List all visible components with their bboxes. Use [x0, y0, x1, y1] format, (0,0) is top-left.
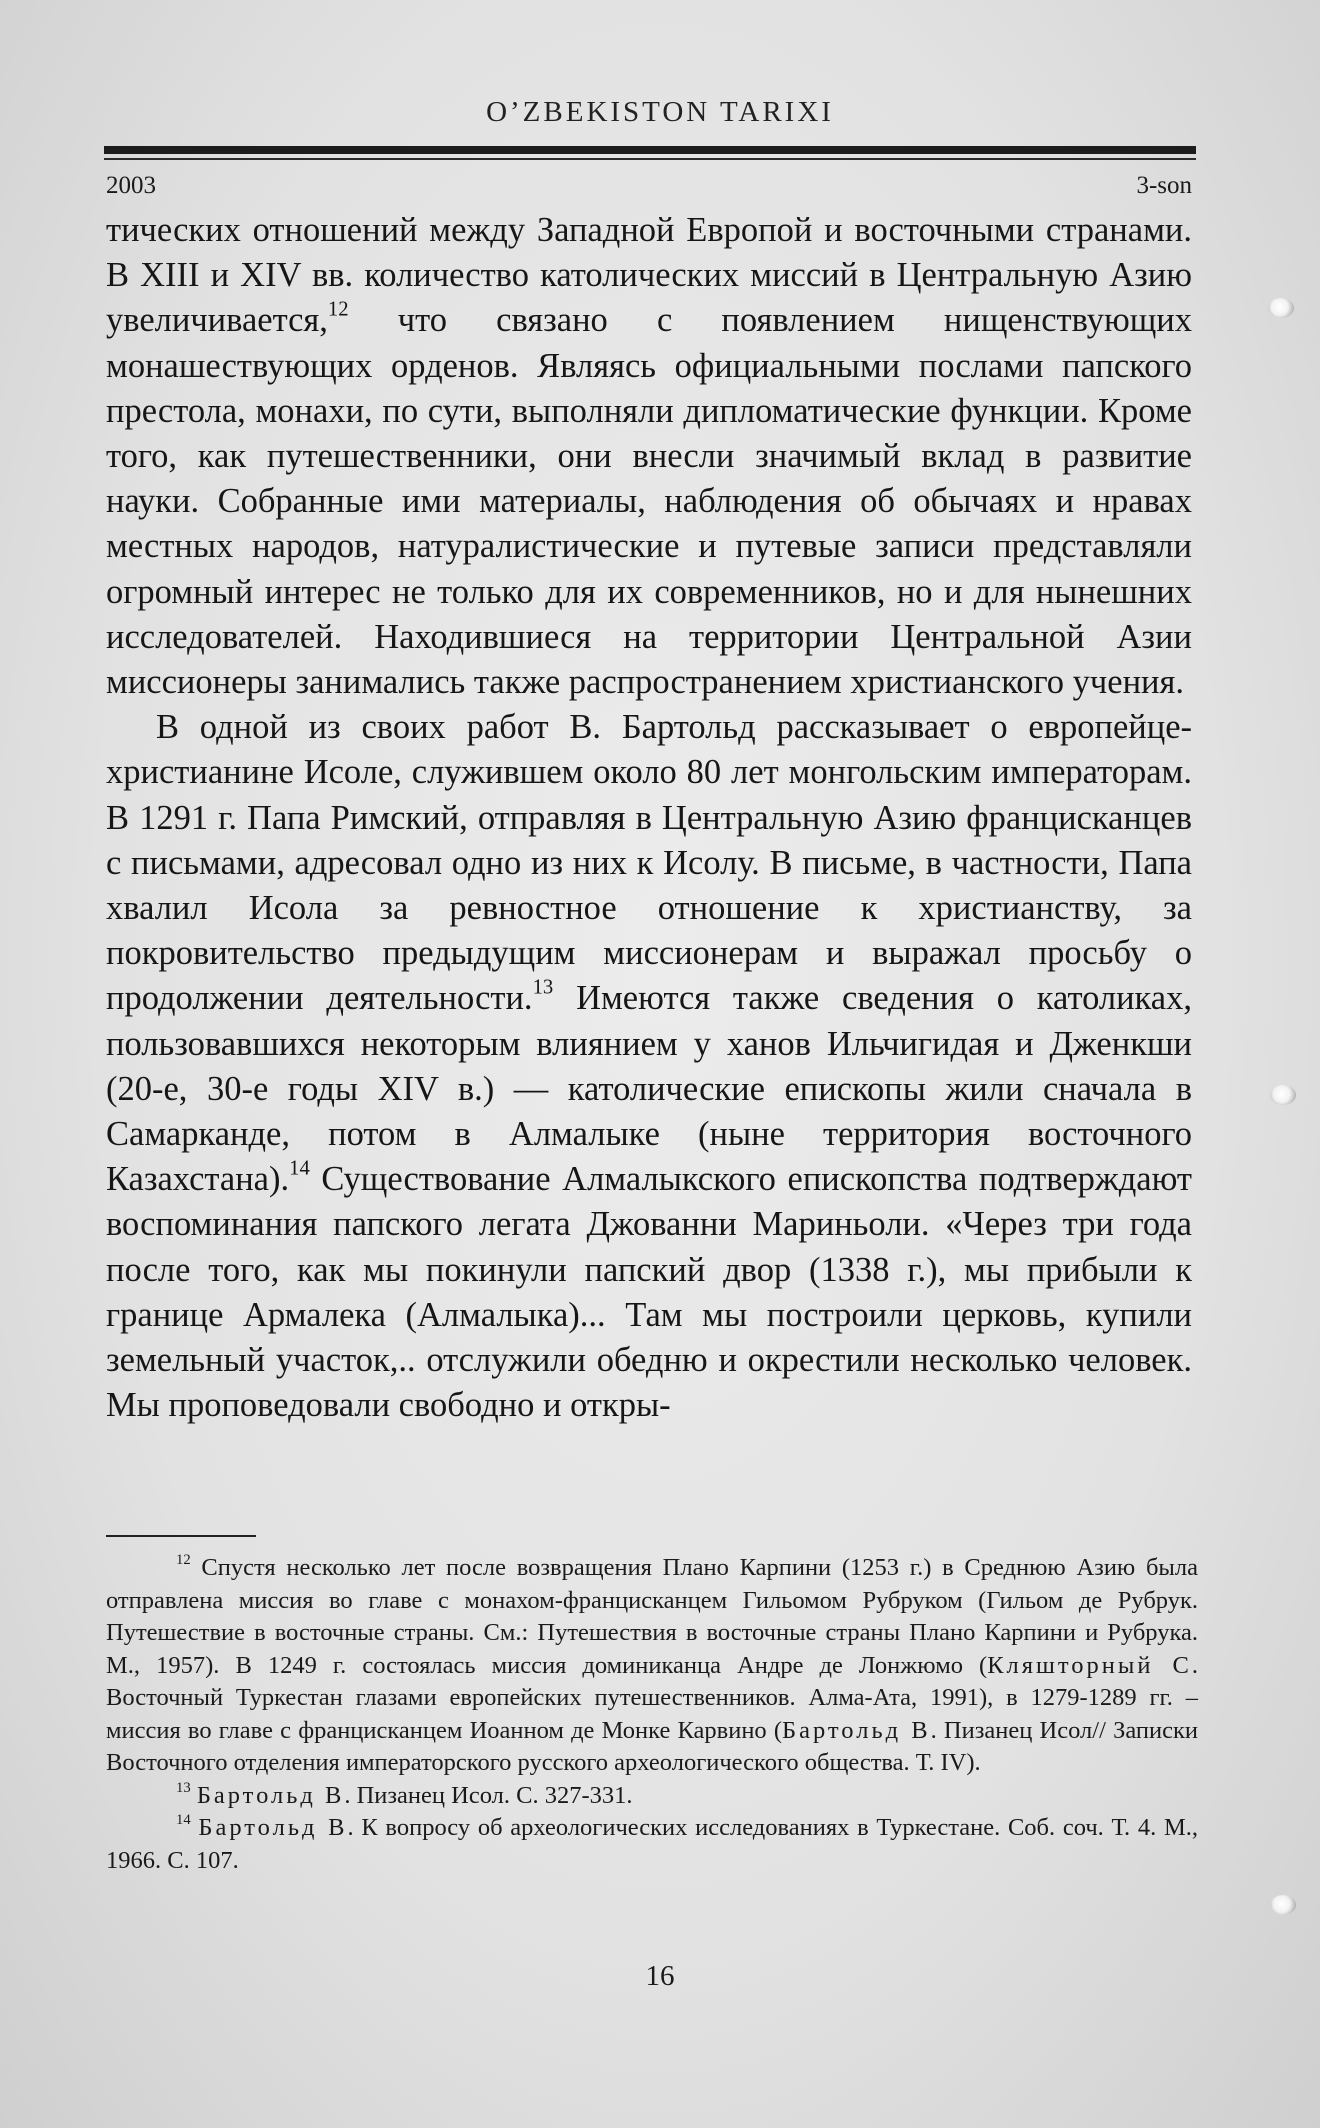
- footnote-13-author: Бартольд В: [196, 1781, 345, 1809]
- header-rule-thin: [104, 158, 1196, 160]
- punch-hole-top: [1268, 298, 1294, 318]
- footnote-12-author-2: Бартольд В: [782, 1716, 931, 1744]
- footnote-13-text: . Пизанец Исол. С. 327-331.: [344, 1781, 633, 1809]
- main-text: [106, 208, 1192, 1428]
- header-rule-thick: [104, 146, 1196, 154]
- footnote-14-number: 14: [176, 1811, 191, 1828]
- paragraph-2-part-a: В одной из своих работ В. Бартольд рассказывает о европейце-христианине Исоле, служившем около 80 лет монгольским императорам. В 1291 г. Папа Римский, отправляя в Центральную Азию францисканцев с письмами, адресовал одно из них к Исолу. В письме, в частности, Папа хвалил Исола за ревностное отношение к христианству, за покровительство предыдущим миссионерам и выражал просьбу о продолжении деятельности.: [106, 708, 1192, 1018]
- punch-hole-middle: [1270, 1085, 1296, 1105]
- paragraph-1-part-a: тических отношений между Западной Европой и восточными странами. В XIII и XIV вв. количество католических миссий в Центральную Азию увеличивается,: [106, 211, 1192, 340]
- page-number: 16: [645, 1960, 675, 1992]
- paragraph-1-part-b: что связано с появлением нищенствующих монашествующих орденов. Являясь официальными послами папского престола, монахи, по сути, выполняли дипломатические функции. Кроме того, как путешественники, они внесли значимый вклад в развитие науки. Собранные ими материалы, наблюдения об обычаях и нравах местных народов, натуралистические и путевые записи представляли огромный интерес не только для их современников, но и для нынешних исследователей. Находившиеся на территории Центральной Азии миссионеры занимались также распространением христианского учения.: [106, 301, 1192, 702]
- paragraph-1: [106, 208, 1192, 705]
- footnote-ref-13: 13: [532, 976, 554, 999]
- punch-hole-bottom: [1270, 1895, 1296, 1915]
- footnotes: [106, 1552, 1198, 1877]
- issue-number: 3-son: [1136, 172, 1192, 199]
- journal-title: O’ZBEKISTON TARIXI: [486, 96, 834, 128]
- footnote-12-text-a: Спустя несколько лет после возвращения Плано Карпини (1253 г.) в Среднюю Азию была отправлена миссия во главе с монахом-францисканцем Гильомом Рубруком (Гильом де Рубрук. Путешествие в восточные страны. См.: Путешествия в восточные страны Плано Карпини и Рубрука. М., 1957). В 1249 г. состоялась миссия доминиканца Андре де Лонжюмо (: [106, 1554, 1198, 1679]
- footnote-13-number: 13: [176, 1779, 191, 1796]
- footnote-ref-14: 14: [289, 1157, 310, 1180]
- footnote-separator: [106, 1535, 256, 1537]
- footnote-12: [106, 1552, 1198, 1780]
- issue-year: 2003: [106, 172, 156, 199]
- paragraph-2-part-b: Имеются также сведения о католиках, пользовавшихся некоторым влиянием у ханов Ильчигидая и Дженкши (20-е, 30-е годы XIV в.) — католические епископы жили сначала в Самарканде, потом в Алмалыке (ныне территория восточного Казахстана).: [106, 979, 1192, 1199]
- footnote-14: [106, 1812, 1198, 1877]
- footnote-12-number: 12: [176, 1551, 191, 1568]
- footnote-12-text-c: . Пизанец Исол// Записки Восточного отделения императорского русского археологического общества. Т. IV).: [106, 1716, 1198, 1776]
- paragraph-2-part-c: Существование Алмалыкского епископства подтверждают воспоминания папского легата Джованни Мариньоли. «Через три года после того, как мы покинули папский двор (1338 г.), мы прибыли к границе Армалека (Алмалыка)... Там мы построили церковь, купили земельный участок,.. отслужили обедню и окрестили несколько человек. Мы проповедовали свободно и откры-: [106, 1160, 1192, 1425]
- paragraph-2: [106, 705, 1192, 1428]
- footnote-14-text: . К вопросу об археологических исследованиях в Туркестане. Соб. соч. Т. 4. М., 1966. С. 107.: [106, 1814, 1199, 1874]
- footnote-ref-12: 12: [327, 298, 349, 321]
- footnote-12-author-1: Кляшторный С: [987, 1651, 1192, 1679]
- footnote-12-text-b: . Восточный Туркестан глазами европейских путешественников. Алма-Ата, 1991), в 1279-1289 гг. – миссия во главе с францисканцем Иоанном де Монке Карвино (: [106, 1651, 1198, 1744]
- footnote-14-author: Бартольд В: [198, 1814, 348, 1841]
- footnote-13: [106, 1780, 1198, 1813]
